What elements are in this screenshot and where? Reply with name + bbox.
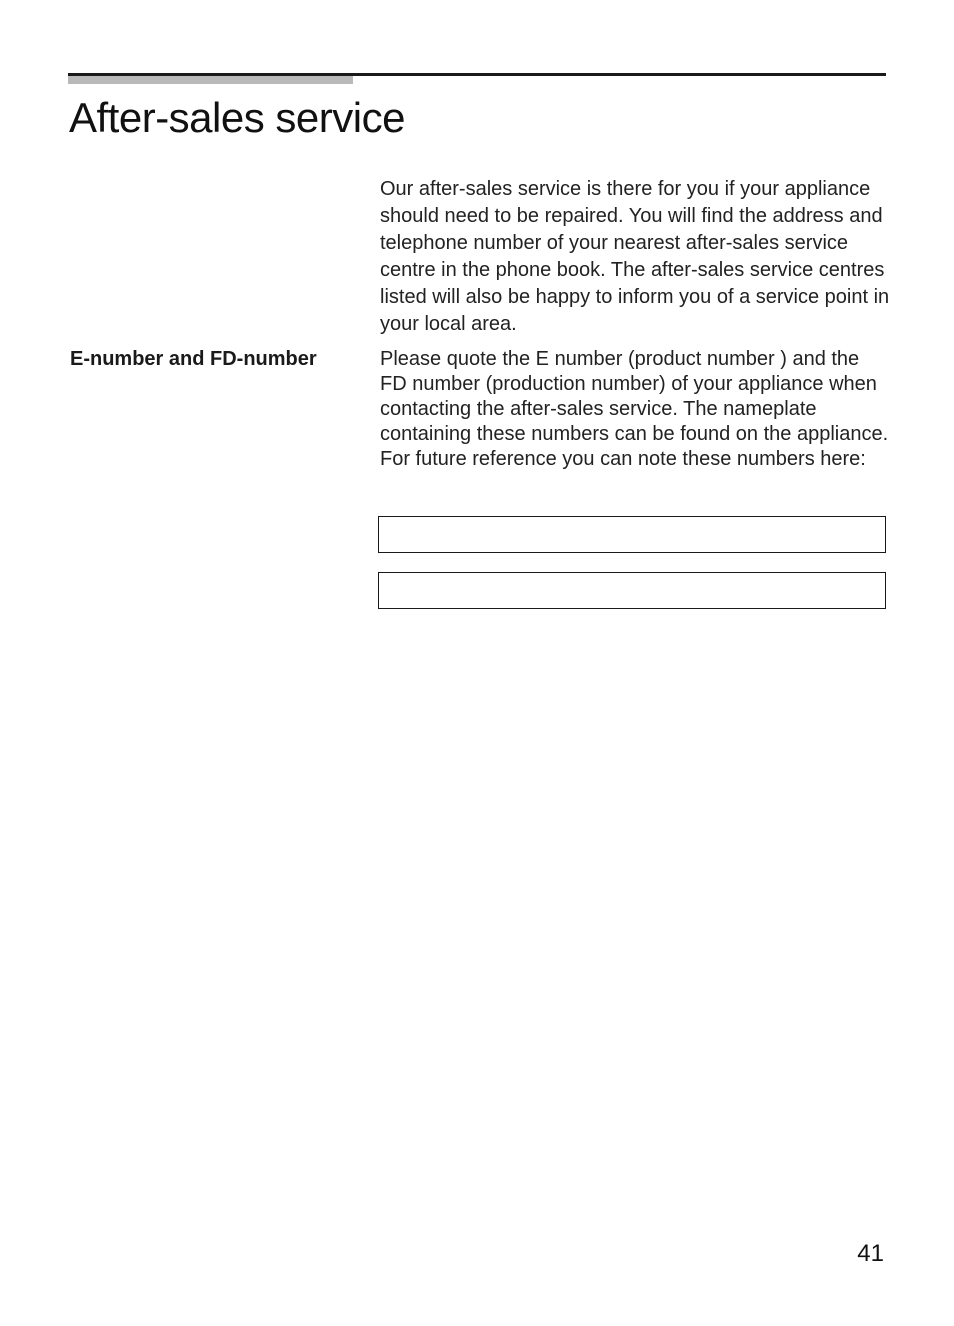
page-title: After-sales service bbox=[69, 94, 405, 141]
fd-number-note-box[interactable] bbox=[378, 572, 886, 609]
page-number: 41 bbox=[857, 1240, 884, 1267]
e-number-section-paragraph: Please quote the E number (product number ) and the FD number (production number) of your appliance when contacting the after-sales service. The nameplate containing these numbers can be found on the appliance. For future reference you can note these numbers here: bbox=[380, 348, 889, 470]
e-number-section-label: E-number and FD-number bbox=[70, 348, 317, 370]
e-number-note-box[interactable] bbox=[378, 516, 886, 553]
intro-paragraph: Our after-sales service is there for you if your appliance should need to be repaired. You will find the address and telephone number of your nearest after-sales service centre in the phone book. The after-sales service centres listed will also be happy to inform you of a service point in your local area. bbox=[380, 178, 890, 335]
header-accent-bar bbox=[68, 76, 353, 84]
